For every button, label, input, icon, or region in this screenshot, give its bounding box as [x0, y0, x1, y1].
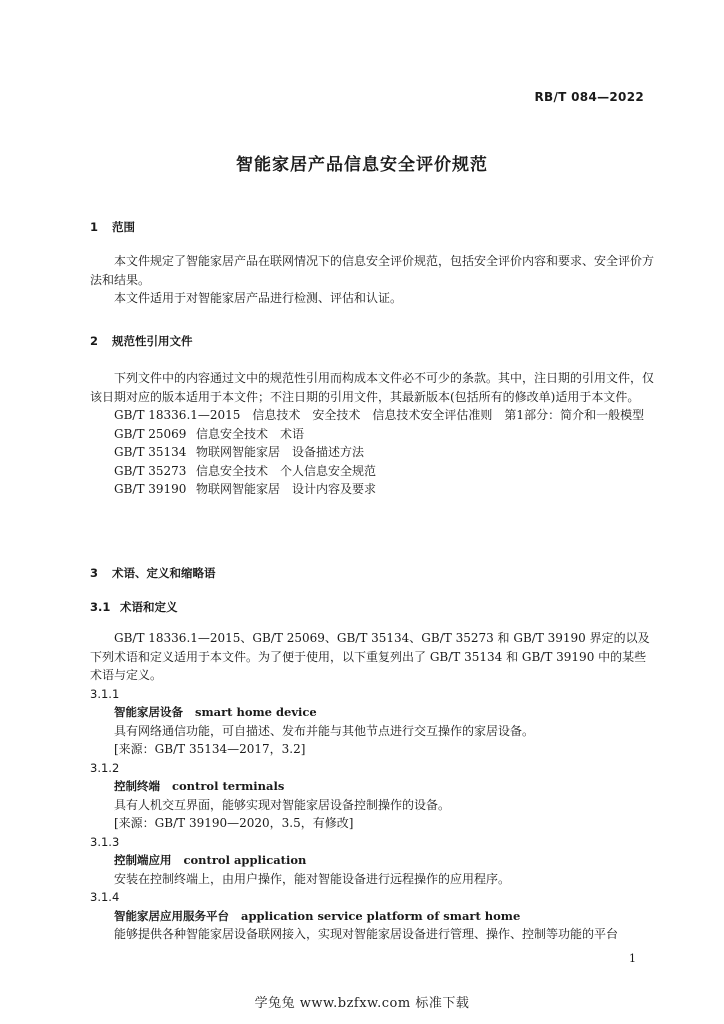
- reference-code: GB/T 25069: [114, 426, 187, 441]
- subsection-number: 3.1: [90, 600, 111, 614]
- paragraph: 下列文件中的内容通过文中的规范性引用而构成本文件必不可少的条款。其中，注日期的引用文件，仅该日期对应的版本适用于本文件；不注日期的引用文件，其最新版本(包括所有的修改单)适用于本文件。: [90, 371, 655, 404]
- reference-title: 信息安全技术 个人信息安全规范: [196, 463, 377, 478]
- reference-code: GB/T 35134: [114, 445, 187, 459]
- section-heading: [90, 564, 655, 583]
- reference-item: [90, 425, 655, 444]
- page-number: 1: [629, 952, 636, 965]
- term-name-zh: 智能家居应用服务平台: [114, 908, 229, 923]
- terms-body: [90, 629, 655, 944]
- section-heading: [90, 218, 655, 237]
- term-number: 3.1.2: [90, 760, 120, 775]
- term-definition: 能够提供各种智能家居设备联网接入，实现对智能家居设备进行管理、操作、控制等功能的平台: [114, 927, 619, 941]
- reference-item: [90, 480, 655, 499]
- footer-watermark: 学兔兔 www.bzfxw.com 标准下载: [254, 996, 470, 1011]
- term-name-zh: 智能家居设备: [114, 705, 183, 719]
- term-name-en: control application: [183, 853, 307, 867]
- document-code: RB/T 084—2022: [534, 90, 644, 104]
- section-normative-references: [90, 332, 655, 351]
- references-body: [90, 369, 655, 499]
- reference-item: [90, 443, 655, 462]
- reference-title: 物联网智能家居 设备描述方法: [196, 445, 365, 459]
- term-definition: 具有人机交互界面，能够实现对智能家居设备控制操作的设备。: [114, 797, 451, 812]
- scope-body: [90, 252, 655, 308]
- paragraph: GB/T 18336.1—2015、GB/T 25069、GB/T 35134、GB/T 35273 和 GB/T 39190 界定的以及下列术语和定义适用于本文件。为了便于使用，以下重复列出了 GB/T 35134 和 GB/T 39190 中的某些术语与定义。: [90, 631, 650, 682]
- term-number: 3.1.3: [90, 834, 120, 849]
- section-title: 术语、定义和缩略语: [112, 566, 216, 580]
- term-definition: 具有网络通信功能，可自描述、发布并能与其他节点进行交互操作的家居设备。: [114, 723, 535, 738]
- document-title: 智能家居产品信息安全评价规范: [236, 155, 488, 175]
- subsection-heading: [90, 598, 655, 617]
- term-source: [来源：GB/T 35134—2017，3.2]: [114, 742, 306, 756]
- section-number: 3: [90, 566, 99, 580]
- reference-title: 物联网智能家居 设计内容及要求: [196, 482, 377, 496]
- section-number: 2: [90, 334, 99, 348]
- subsection-title: 术语和定义: [120, 600, 178, 614]
- reference-title: 信息安全技术 术语: [196, 426, 305, 441]
- reference-item: [90, 462, 655, 481]
- term-number: 3.1.1: [90, 686, 120, 701]
- section-terms: [90, 564, 655, 583]
- reference-code: GB/T 35273: [114, 463, 187, 478]
- section-scope: [90, 218, 655, 237]
- term-name-en: application service platform of smart home: [241, 908, 521, 923]
- term-name: [90, 907, 655, 926]
- section-heading: [90, 332, 655, 351]
- term-name-en: control terminals: [172, 779, 285, 793]
- term-name: [90, 777, 655, 796]
- section-title: 规范性引用文件: [112, 334, 193, 348]
- reference-item: GB/T 18336.1—2015 信息技术 安全技术 信息技术安全评估准则 第1部分：简介和一般模型: [114, 408, 645, 422]
- section-number: 1: [90, 220, 99, 234]
- term-name-en: smart home device: [195, 705, 317, 719]
- reference-code: GB/T 39190: [114, 482, 187, 496]
- term-definition: 安装在控制终端上，由用户操作，能对智能设备进行远程操作的应用程序。: [114, 871, 511, 886]
- subsection-terms-definitions: [90, 598, 655, 617]
- section-title: 范围: [112, 220, 136, 234]
- term-name-zh: 控制端应用: [114, 853, 172, 867]
- term-number: 3.1.4: [90, 890, 120, 904]
- term-name: [90, 851, 655, 870]
- term-source: [来源：GB/T 39190—2020，3.5，有修改]: [114, 816, 354, 830]
- term-name: [90, 703, 655, 722]
- paragraph: 本文件适用于对智能家居产品进行检测、评估和认证。: [114, 291, 403, 305]
- paragraph: 本文件规定了智能家居产品在联网情况下的信息安全评价规范，包括安全评价内容和要求、安全评价方法和结果。: [90, 254, 655, 287]
- term-name-zh: 控制终端: [114, 779, 160, 793]
